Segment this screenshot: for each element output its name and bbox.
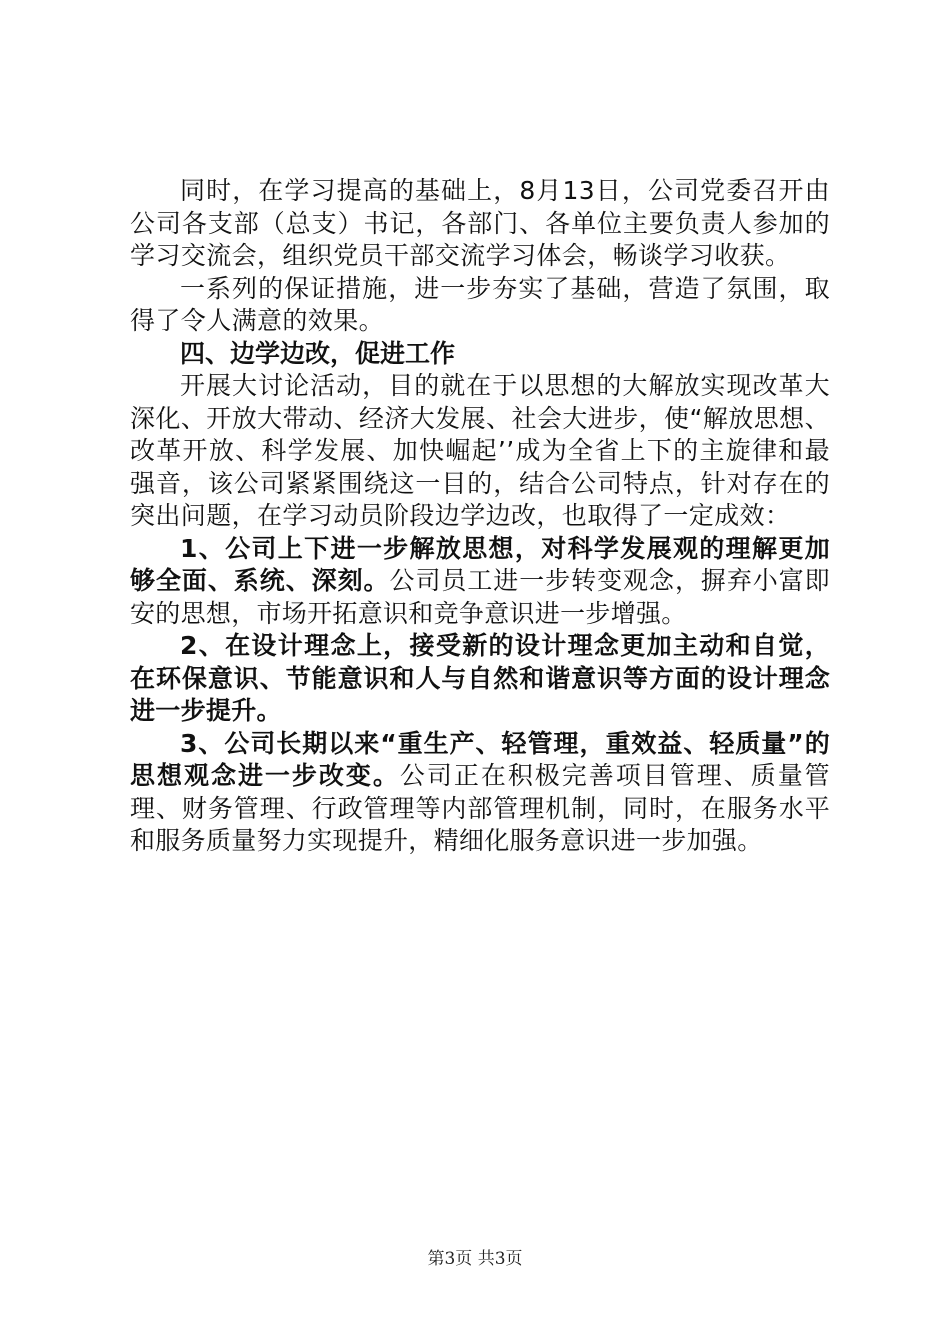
paragraph-exchange-meeting: 同时，在学习提高的基础上，8月13日，公司党委召开由公司各支部（总支）书记，各部门、各单位主要负责人参加的学习交流会，组织党员干部交流学习体会，畅谈学习收获。 (130, 176, 830, 270)
document-body (130, 175, 830, 858)
list-item-text: 公司员工进一步转变观念，摒弃小富即安的思想，市场开拓意识和竞争意识进一步增强。 (130, 566, 830, 628)
list-item-lead: 3、公司长期以来“重生产、轻管理，重效益、轻质量”的思想观念进一步改变。 (130, 728, 830, 790)
list-item-text: 公司正在积极完善项目管理、质量管理、财务管理、行政管理等内部管理机制，同时，在服务水平和服务质量努力实现提升，精细化服务意识进一步加强。 (130, 761, 830, 855)
list-item-lead: 2、在设计理念上，接受新的设计理念更加主动和自觉，在环保意识、节能意识和人与自然和谐意识等方面的设计理念进一步提升。 (130, 631, 830, 725)
paragraph-intro: 开展大讨论活动，目的就在于以思想的大解放实现改革大深化、开放大带动、经济大发展、社会大进步，使“解放思想、改革开放、科学发展、加快崛起’’成为全省上下的主旋律和最强音，该公司紧紧围绕这一目的，结合公司特点，针对存在的突出问题，在学习动员阶段边学边改，也取得了一定成效： (130, 371, 830, 530)
paragraph-guarantee-measures: 一系列的保证措施，进一步夯实了基础，营造了氛围，取得了令人满意的效果。 (130, 273, 830, 335)
list-item (130, 533, 830, 631)
section-heading: 四、边学边改，促进工作 (180, 338, 456, 368)
list-item (130, 728, 830, 858)
page-number-footer: 第3页 共3页 (427, 1249, 523, 1269)
list-item (130, 630, 830, 728)
list-item-lead: 1、公司上下进一步解放思想，对科学发展观的理解更加够全面、系统、深刻。 (130, 533, 830, 595)
